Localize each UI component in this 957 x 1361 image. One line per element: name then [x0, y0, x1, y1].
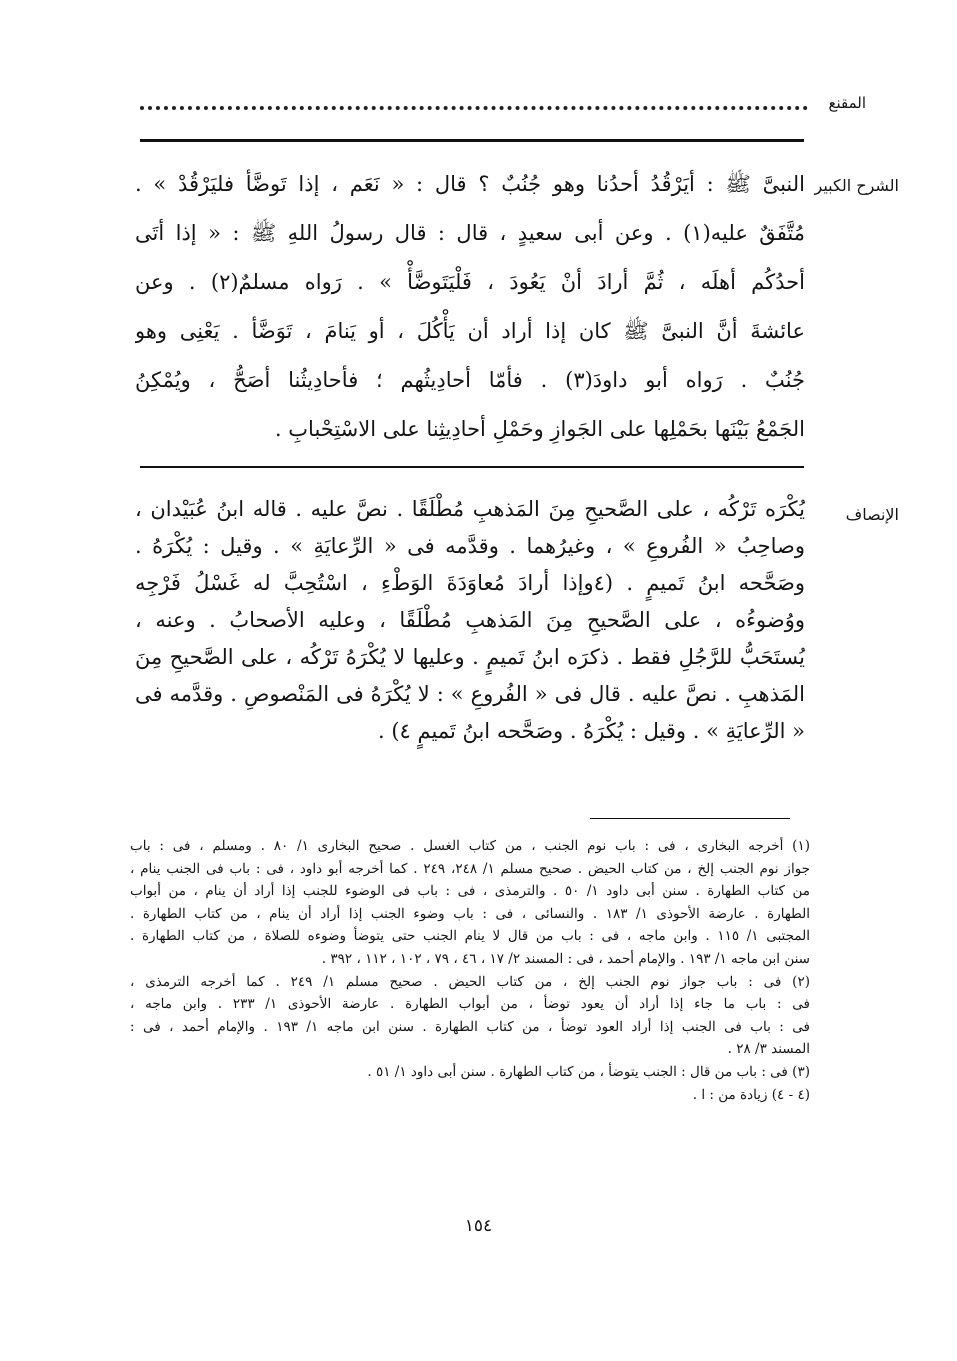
- text-line: عائشةَ أنَّ النبىَّ ﷺ كان إذا أراد أن يَأْكُلَ ، أو يَنامَ ، تَوَضَّأ . يَعْنِى وهو: [135, 319, 805, 343]
- footnote-line: (٣) فى : باب من قال : الجنب يتوضأ ، من كتاب الطهارة . سنن أبى داود ١/ ٥١ .: [367, 1063, 810, 1080]
- section-label-insaf: الإنصاف: [845, 505, 899, 524]
- footnote-line: سنن ابن ماجه ١/ ١٩٣ . والإمام أحمد ، فى : المسند ٢/ ١٧ ، ٤٦ ، ٧٩ ، ١٠٢ ، ١١٢ ، ٣٩٢ .: [321, 950, 810, 967]
- running-title: المقنع: [828, 94, 866, 112]
- footnote-line: (٢) فى : باب جواز نوم الجنب إلخ ، من كتاب الحيض . صحيح مسلم ١/ ٢٤٩ . كما أخرجه الترمذى ،: [130, 973, 810, 990]
- footnote-line: من كتاب الطهارة . سنن أبى داود ١/ ٥٠ . والترمذى ، فى : باب فى الوضوء للجنب إذا أراد أن ينام ، من أبواب: [130, 883, 810, 900]
- section-label-sharh: الشرح الكبير: [814, 176, 899, 195]
- text-line: النبىَّ ﷺ : أيَرْقُدُ أحدُنا وهو جُنُبٌ ؟ قال : « نَعَم ، إذا تَوضَّأ فليَرْقُدْ » .: [135, 172, 805, 196]
- text-line: وصَحَّحه ابنُ تَميمٍ . (٤وإذا أرادَ مُعاوَدَةَ الوَطْءِ ، اسْتُحِبَّ له غَسْلُ فَرْجِه: [135, 571, 805, 595]
- footnote-separator: [590, 818, 790, 819]
- footnote-line: المجتبى ١/ ١١٥ . وابن ماجه ، فى : باب من قال لا ينام الجنب حتى يتوضأ وضوءه للصلاة ، من كتاب الطهارة .: [130, 928, 810, 945]
- header-rule: [140, 139, 804, 142]
- text-line: أحدُكُم أهلَه ، ثُمَّ أرادَ أنْ يَعُودَ ، فَلْيَتَوضَّأْ » . رَواه مسلمٌ(٢) . وعن: [135, 270, 805, 294]
- text-line: يُكْرَه تَرْكُه ، على الصَّحيحِ مِنَ المَذهبِ مُطْلَقًا . نصَّ عليه . قاله ابنُ عُبَيْدان ،: [135, 497, 805, 521]
- footnote-line: الطهارة . عارضة الأحوذى ١/ ١٨٣ . والنسائى ، فى : باب وضوء الجنب إذا أراد أن ينام ، من كتاب الطهارة .: [130, 905, 810, 922]
- header-dotted-leader: [140, 106, 808, 110]
- footnote-line: المسند ٣/ ٢٨ .: [727, 1041, 810, 1058]
- text-line: وصاحِبُ « الفُروعِ » ، وغيرُهما . وقدَّمه فى « الرِّعايَةِ » . وقيل : يُكْرَهُ .: [135, 534, 805, 558]
- sharh-text-block: [135, 160, 805, 454]
- text-line: مُتَّفَقٌ عليه(١) . وعن أبى سعيدٍ ، قال : قال رسولُ اللهِ ﷺ : « إذا أتَى: [135, 221, 805, 245]
- footnote-line: فى : باب فى الجنب إذا أراد العود توضأ ، من كتاب الطهارة . سنن ابن ماجه ١/ ١٩٣ . والإمام أحمد ، فى :: [130, 1018, 810, 1035]
- footnote-line: فى : باب ما جاء إذا أراد أن يعود توضأ ، من أبواب الطهارة . عارضة الأحوذى ١/ ٢٣٣ . وابن ماجه ،: [130, 996, 810, 1013]
- text-line: يُستَحَبُّ للرَّجُلِ فقط . ذكرَه ابنُ تَميمٍ . وعليها لا يُكْرَهُ تَرْكُه ، على الصَّحيحِ مِنَ: [135, 645, 805, 669]
- running-header: [140, 92, 866, 124]
- footnote-line: جواز نوم الجنب إلخ ، من كتاب الحيض . صحيح مسلم ١/ ٢٤٨، ٢٤٩ . كما أخرجه أبو داود ، فى : باب فى الجنب ينام ،: [130, 860, 810, 877]
- section-divider: [140, 466, 804, 468]
- footnote-line: (٤ - ٤) زيادة من : ا .: [692, 1086, 810, 1103]
- footnote-line: (١) أخرجه البخارى ، فى : باب نوم الجنب ، من كتاب الغسل . صحيح البخارى ١/ ٨٠ . ومسلم ، فى : باب: [130, 838, 810, 854]
- text-line: جُنُبٌ . رَواه أبو داودَ(٣) . فأمّا أحادِيثُهم ؛ فأحادِيثُنا أصَحُّ ، ويُمْكِنُ: [135, 368, 805, 392]
- footnotes-block: [130, 835, 810, 1106]
- text-line: المَذهبِ . نصَّ عليه . قال فى « الفُروعِ » : لا يُكْرَهُ فى المَنْصوصِ . وقدَّمه فى: [135, 682, 805, 706]
- page-number: ١٥٤: [464, 1216, 493, 1236]
- text-line: الجَمْعُ بَيْنَها بحَمْلِها على الجَوازِ وحَمْلِ أحادِيثِنا على الاسْتِحْبابِ .: [274, 417, 805, 441]
- text-line: ووُضوءُه ، على الصَّحيحِ مِنَ المَذهبِ مُطْلَقًا ، وعليه الأصحابُ . وعنه ،: [135, 608, 805, 632]
- insaf-text-block: [135, 491, 805, 750]
- text-line: « الرِّعايَةِ » . وقيل : يُكْرَهُ . وصَحَّحه ابنُ تَميمٍ ٤) .: [378, 719, 805, 743]
